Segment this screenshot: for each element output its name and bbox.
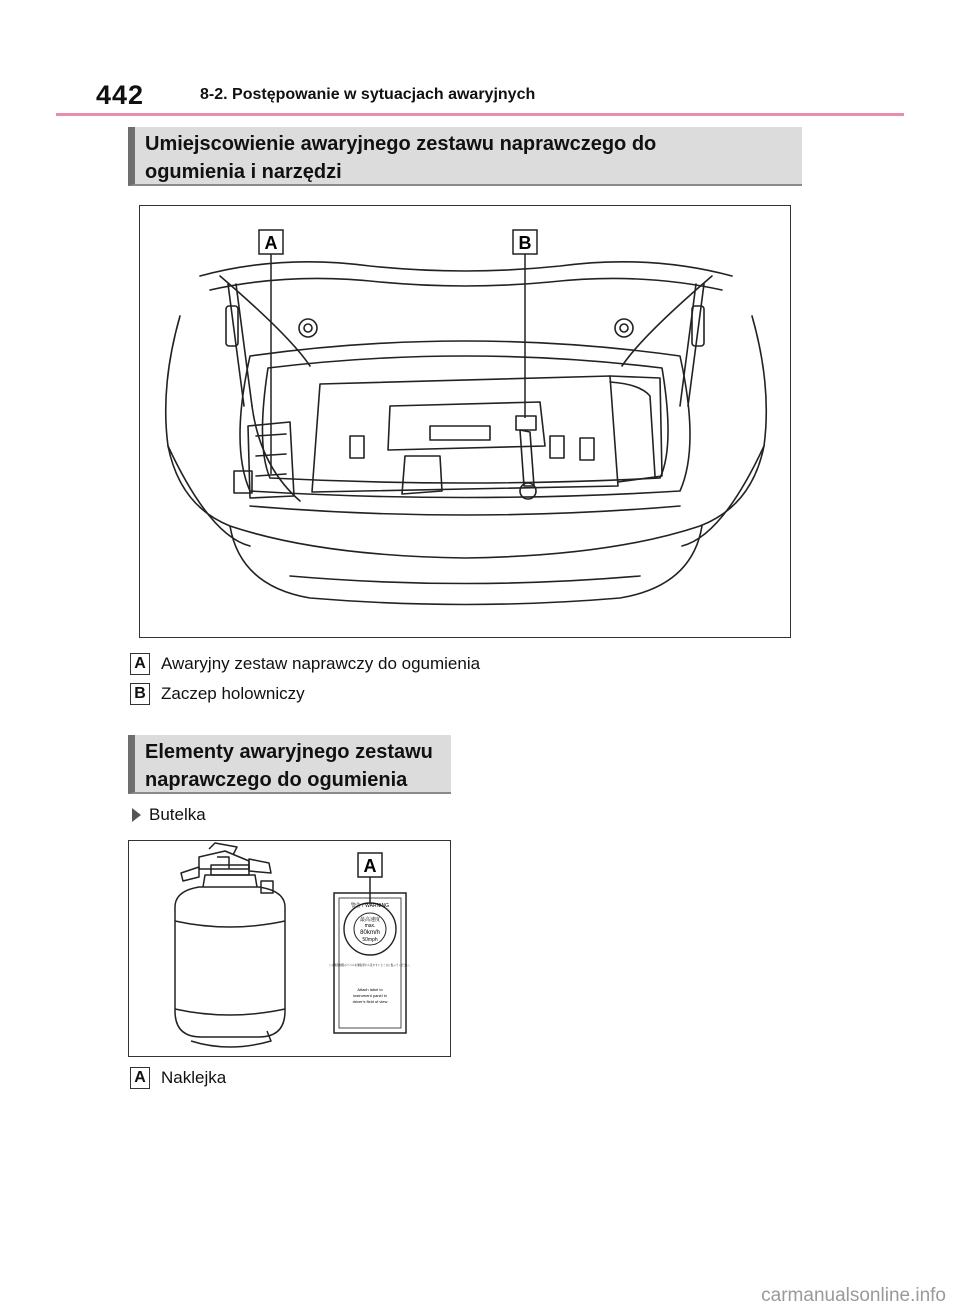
- callout-b-label: B: [518, 233, 532, 253]
- label-note-jp: この速度制限のラベルを運転席から見やすいところに貼ってください。: [328, 964, 412, 967]
- warning-label: [334, 893, 406, 1033]
- bottle-illustration-frame: [128, 840, 451, 1057]
- section-heading-line: ogumienia i narzędzi: [145, 161, 342, 183]
- label-note-en: instrument panel in: [353, 993, 387, 998]
- caption-row: [130, 1066, 226, 1090]
- label-mph: 50mph: [362, 937, 378, 943]
- trunk-illustration-frame: [139, 205, 791, 638]
- label-kmh: 80km/h: [360, 930, 380, 936]
- trunk-illustration: [140, 206, 792, 639]
- caption-text: Naklejka: [161, 1068, 227, 1087]
- section-heading-line: Umiejscowienie awaryjnego zestawu naprawczego do: [145, 133, 657, 155]
- caption-row: [130, 652, 480, 676]
- caption-row: [130, 682, 305, 706]
- bullet-text: Butelka: [149, 805, 206, 824]
- caption-text: Awaryjny zestaw naprawczy do ogumienia: [161, 654, 481, 673]
- label-speed-jp: 最高速度: [359, 917, 381, 923]
- footer-watermark[interactable]: carmanualsonline.info: [761, 1285, 946, 1306]
- bullet-arrow-icon: [132, 808, 141, 822]
- header-rule: [56, 113, 904, 116]
- label-max: max.: [364, 923, 376, 929]
- label-note-en: Attach label to: [357, 987, 383, 992]
- section-heading-line: Elementy awaryjnego zestawu: [145, 741, 433, 763]
- callout-a-label: A: [363, 856, 377, 876]
- page-number: 442: [96, 80, 145, 110]
- running-title: 8-2. Postępowanie w sytuacjach awaryjnych: [200, 86, 536, 103]
- label-warning-text: 警告 / WARNING: [350, 903, 390, 909]
- label-note-en: driver's field of view: [352, 999, 388, 1004]
- section-heading-line: naprawczego do ogumienia: [145, 769, 408, 791]
- caption-text: Zaczep holowniczy: [161, 684, 305, 703]
- caption-key: A: [130, 1067, 150, 1089]
- bottle-illustration: [129, 841, 452, 1058]
- section-heading-kit-parts: [128, 735, 451, 794]
- bullet-item: [132, 804, 206, 826]
- caption-key: B: [130, 683, 150, 705]
- section-heading-location: [128, 127, 802, 186]
- caption-key: A: [130, 653, 150, 675]
- callout-a-label: A: [264, 233, 278, 253]
